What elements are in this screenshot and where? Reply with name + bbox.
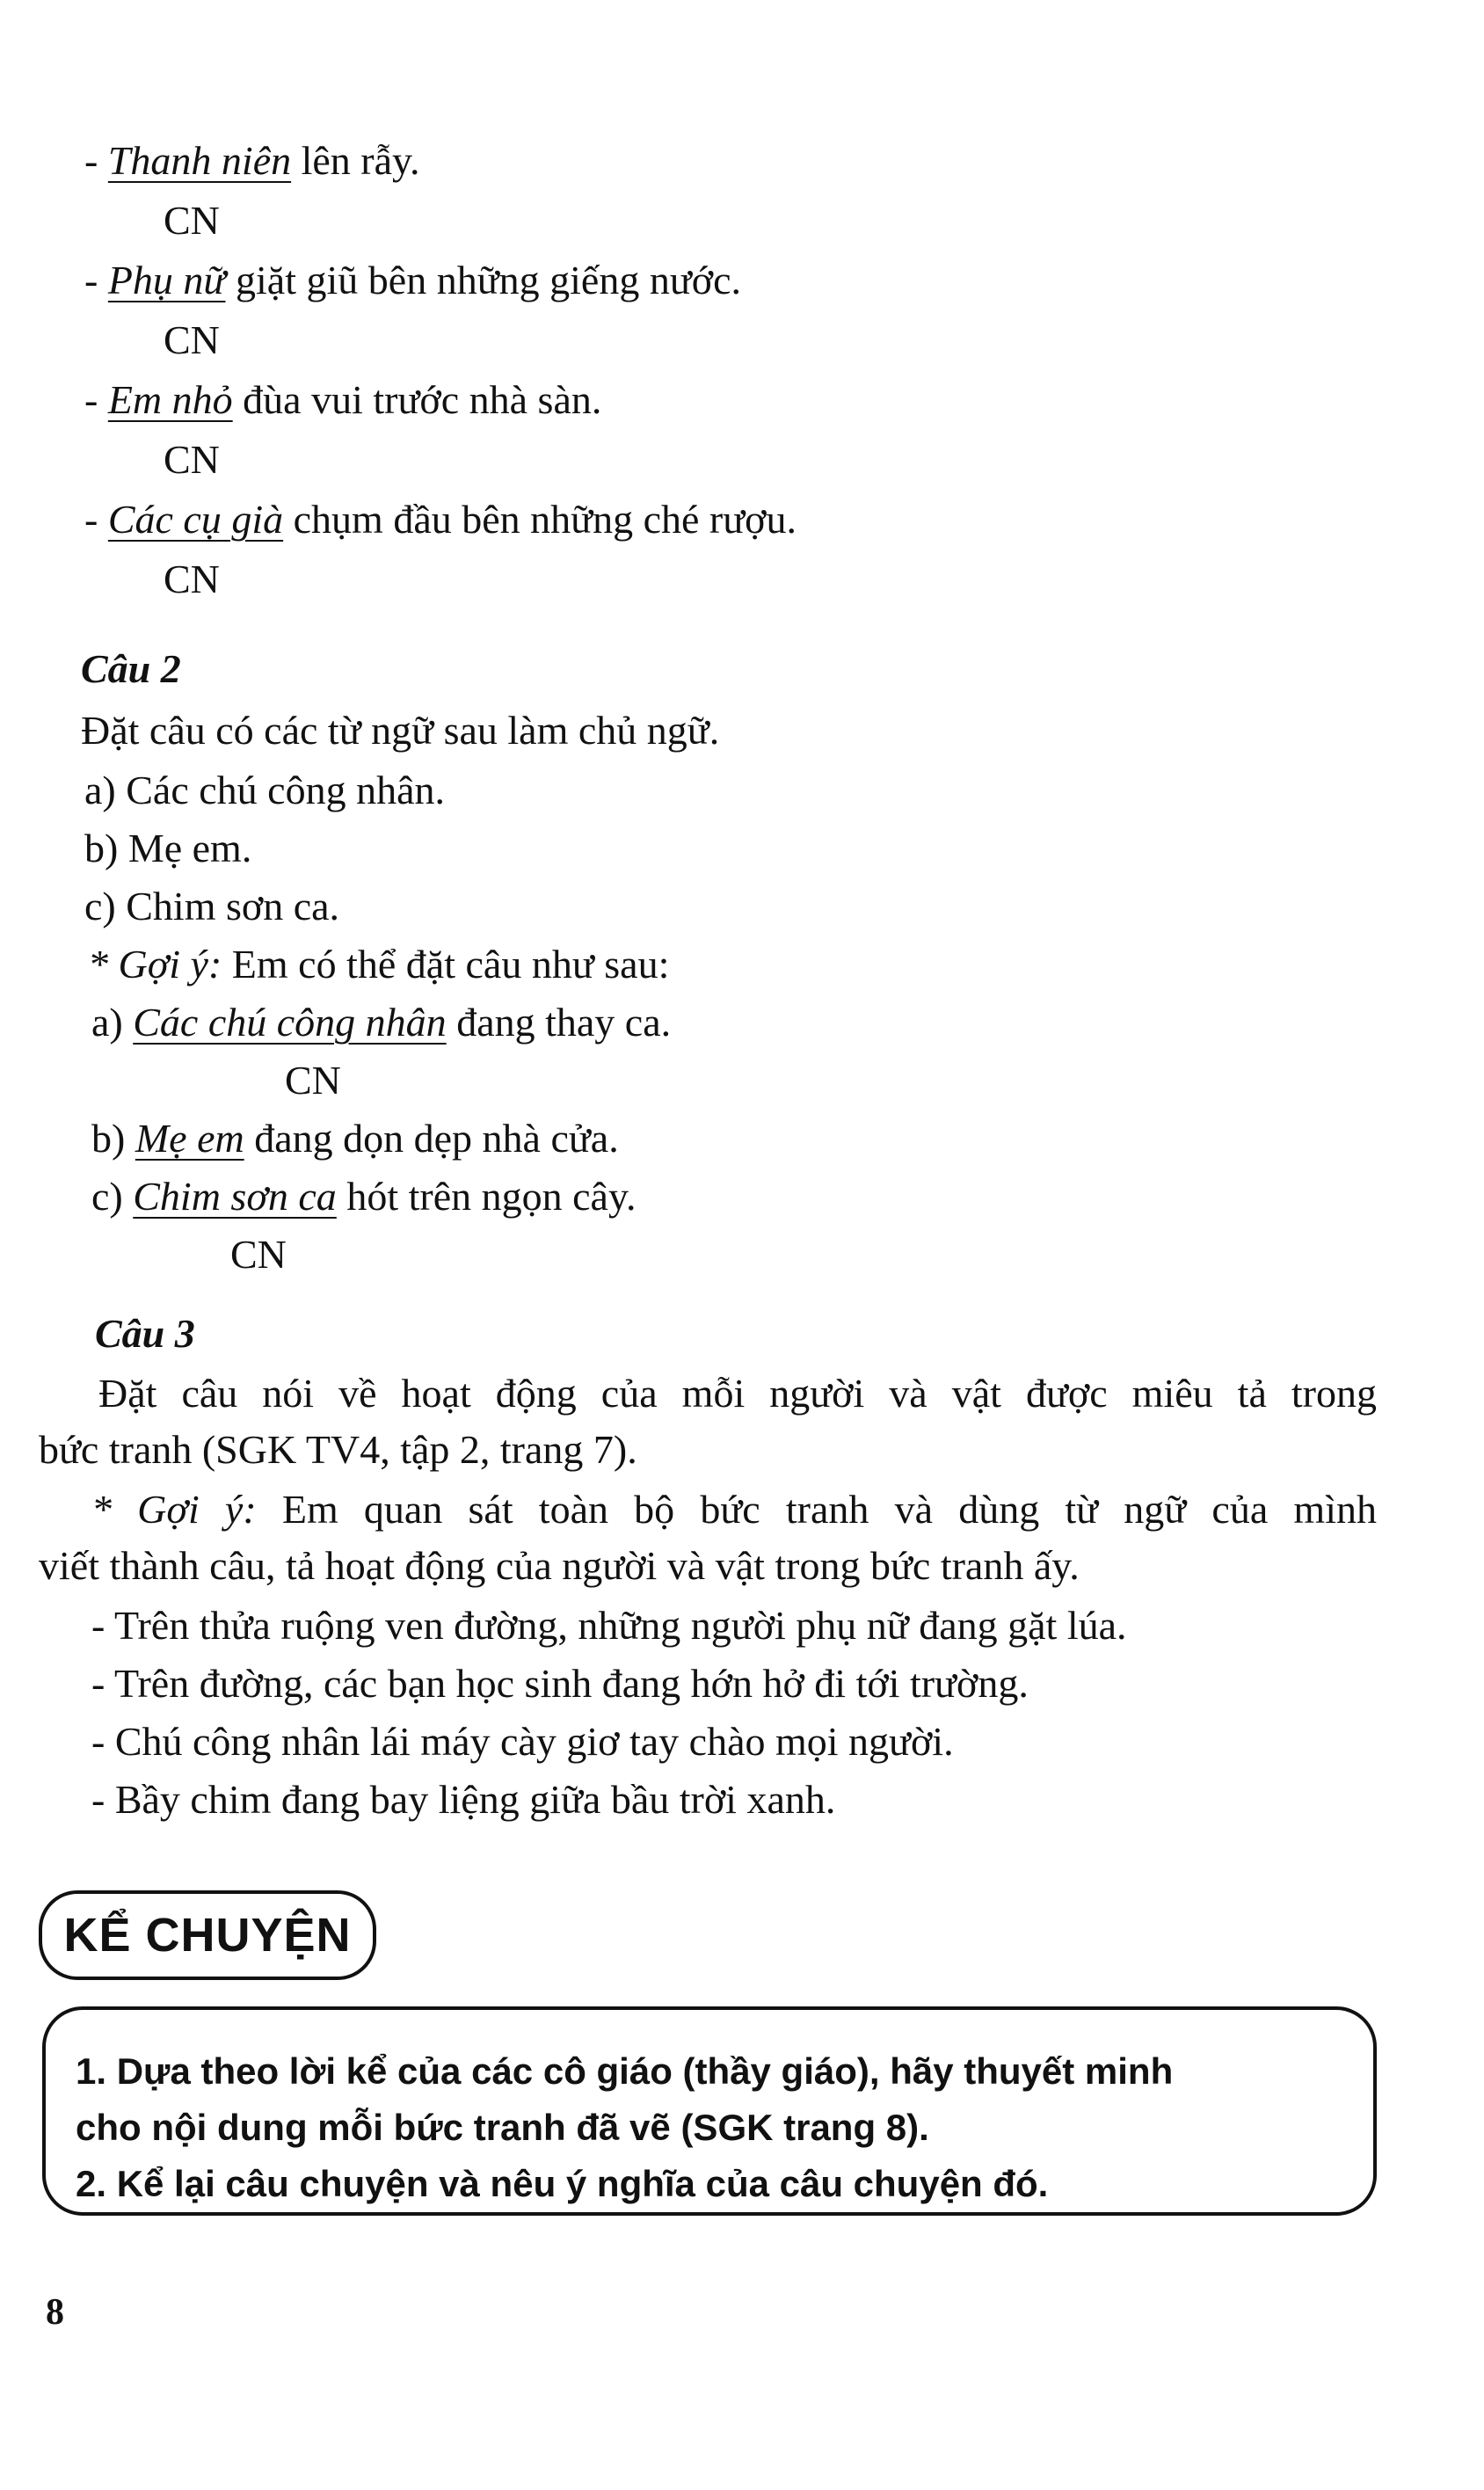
subject-phrase: Các chú công nhân — [133, 1000, 447, 1045]
predicate-text: giặt giũ bên những giếng nước. — [225, 258, 741, 302]
predicate-text: lên rẫy. — [291, 138, 420, 183]
subject-phrase: Chim sơn ca — [133, 1174, 337, 1219]
option-b: b) Mẹ em. — [84, 826, 252, 870]
option-c: c) Chim sơn ca. — [84, 884, 340, 928]
hint-text: Em quan sát toàn bộ bức tranh và dùng từ ngữ của mình — [256, 1487, 1377, 1532]
example-sentence-3 — [84, 377, 602, 422]
question-heading-3: Câu 3 — [95, 1311, 195, 1356]
sentence-3: - Chú công nhân lái máy cày giơ tay chào mọi người. — [91, 1719, 954, 1764]
task-line-1: 1. Dựa theo lời kể của các cô giáo (thầy giáo), hãy thuyết minh — [76, 2050, 1174, 2092]
example-sentence-2 — [84, 260, 741, 301]
section-title-ke-chuyen: KỂ CHUYỆN — [39, 1890, 376, 1980]
hint-3-line1 — [91, 1489, 1377, 1530]
answer-prefix: b) — [91, 1116, 135, 1161]
page-number: 8 — [46, 2292, 64, 2333]
hint-label: * Gợi ý: — [91, 1487, 257, 1532]
question-prompt-3-line2: bức tranh (SGK TV4, tập 2, trang 7). — [39, 1427, 637, 1472]
hint-2 — [88, 944, 669, 985]
sentence-4: - Bầy chim đang bay liệng giữa bầu trời xanh. — [91, 1777, 836, 1822]
predicate-text: đùa vui trước nhà sàn. — [232, 377, 602, 422]
bullet: - — [84, 138, 108, 183]
answer-prefix: c) — [91, 1174, 134, 1219]
example-sentence-1 — [84, 138, 420, 183]
task-line-2: cho nội dung mỗi bức tranh đã vẽ (SGK trang 8). — [76, 2107, 929, 2148]
answer-a — [91, 1002, 671, 1043]
question-prompt-2: Đặt câu có các từ ngữ sau làm chủ ngữ. — [81, 708, 720, 753]
predicate-text: chụm đầu bên những ché rượu. — [283, 497, 797, 542]
option-a: a) Các chú công nhân. — [84, 768, 446, 812]
cn-label: CN — [164, 317, 220, 362]
bullet: - — [84, 497, 108, 542]
question-heading-2: Câu 2 — [81, 646, 181, 691]
answer-c — [91, 1176, 636, 1217]
hint-label: * Gợi ý: — [88, 942, 222, 987]
predicate-text: hót trên ngọn cây. — [336, 1174, 637, 1219]
bullet: - — [84, 377, 108, 422]
sentence-2: - Trên đường, các bạn học sinh đang hớn hở đi tới trường. — [91, 1661, 1029, 1706]
answer-prefix: a) — [91, 1000, 134, 1045]
cn-label: CN — [230, 1232, 287, 1277]
task-line-3: 2. Kể lại câu chuyện và nêu ý nghĩa của câu chuyện đó. — [76, 2163, 1049, 2204]
predicate-text: đang thay ca. — [446, 1000, 672, 1045]
subject-phrase: Mẹ em — [135, 1116, 244, 1161]
example-sentence-4 — [84, 499, 797, 540]
cn-label: CN — [285, 1058, 341, 1103]
subject-phrase: Em nhỏ — [107, 377, 233, 422]
sentence-1: - Trên thửa ruộng ven đường, những người phụ nữ đang gặt lúa. — [91, 1603, 1127, 1648]
cn-label: CN — [164, 198, 220, 243]
task-box — [42, 2006, 1377, 2216]
answer-b — [91, 1118, 619, 1159]
subject-phrase: Phụ nữ — [107, 258, 226, 302]
cn-label: CN — [164, 437, 220, 482]
predicate-text: đang dọn dẹp nhà cửa. — [244, 1116, 619, 1161]
subject-phrase: Các cụ già — [107, 497, 284, 542]
question-prompt-3-line1: Đặt câu nói về hoạt động của mỗi người và vật được miêu tả trong — [98, 1371, 1377, 1416]
hint-3-line2: viết thành câu, tả hoạt động của người và vật trong bức tranh ấy. — [39, 1543, 1080, 1588]
subject-phrase: Thanh niên — [107, 138, 292, 183]
cn-label: CN — [164, 557, 220, 601]
bullet: - — [84, 258, 108, 302]
hint-text: Em có thể đặt câu như sau: — [222, 942, 670, 987]
